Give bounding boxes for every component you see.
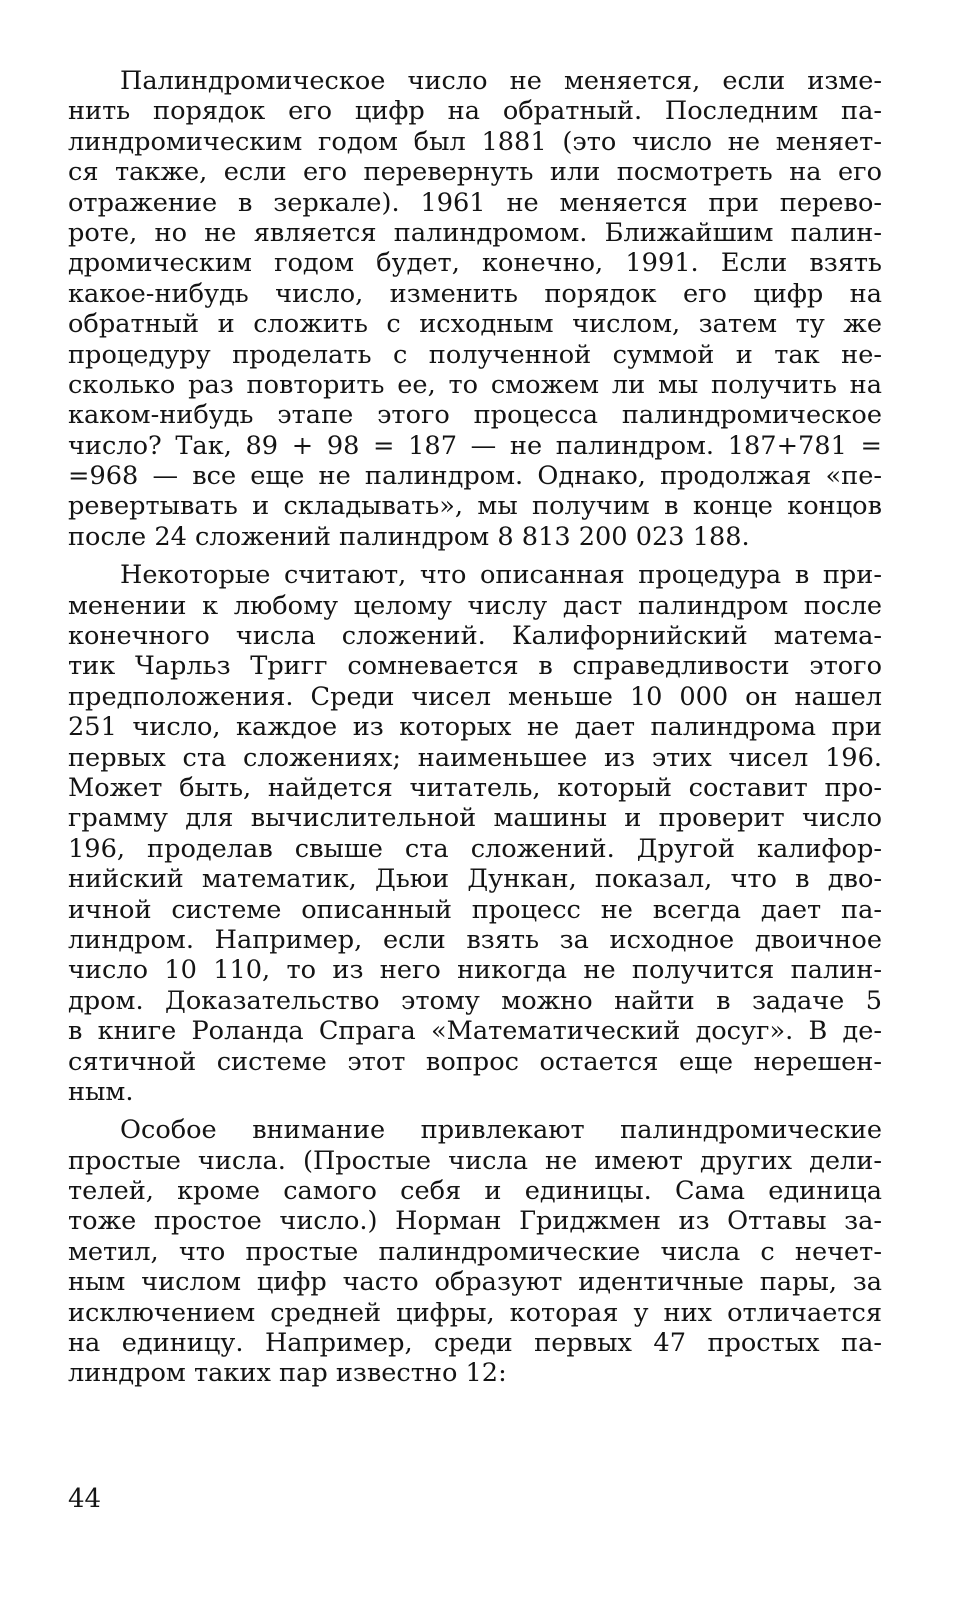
- text-line: линдром. Например, если взять за исходное двоичное: [68, 924, 882, 955]
- text-line: каком-нибудь этапе этого процесса палиндромическое: [68, 400, 882, 431]
- text-line: предположения. Среди чисел меньше 10 000 он нашел: [68, 681, 882, 712]
- text-line: процедуру проделать с полученной суммой и так не-: [68, 339, 882, 370]
- paragraph-gap: [68, 1107, 882, 1115]
- text-line: исключением средней цифры, которая у них отличается: [68, 1297, 882, 1328]
- text-line: конечного числа сложений. Калифорнийский матема-: [68, 621, 882, 652]
- text-line: роте, но не является палиндромом. Ближайшим палин-: [68, 217, 882, 248]
- text-line: грамму для вычислительной машины и проверит число: [68, 803, 882, 834]
- text-line: в книге Роланда Спрага «Математический досуг». В де-: [68, 1016, 882, 1047]
- text-line: нить порядок его цифр на обратный. Последним па-: [68, 96, 882, 127]
- text-line: дром. Доказательство этому можно найти в задаче 5: [68, 985, 882, 1016]
- text-line: 251 число, каждое из которых не дает палиндрома при: [68, 712, 882, 743]
- text-line: тик Чарльз Тригг сомневается в справедливости этого: [68, 651, 882, 682]
- text-line: ным.: [68, 1076, 134, 1107]
- page-body: [68, 66, 882, 1389]
- text-line: простые числа. (Простые числа не имеют других дели-: [68, 1145, 882, 1176]
- text-line: ичной системе описанный процесс не всегда дает па-: [68, 894, 882, 925]
- text-line: 196, проделав свыше ста сложений. Другой калифор-: [68, 833, 882, 864]
- text-line: ся также, если его перевернуть или посмотреть на его: [68, 157, 882, 188]
- text-line: после 24 сложений палиндром 8 813 200 023 188.: [68, 521, 750, 552]
- text-line: сятичной системе этот вопрос остается еще нерешен-: [68, 1046, 882, 1077]
- text-line: Может быть, найдется читатель, который составит про-: [68, 772, 882, 803]
- text-line: ным числом цифр часто образуют идентичные пары, за: [68, 1267, 882, 1298]
- paragraph-2: [68, 560, 882, 1107]
- text-line: отражение в зеркале). 1961 не меняется при перево-: [68, 187, 882, 218]
- text-line: число 10 110, то из него никогда не получится палин-: [68, 955, 882, 986]
- text-line: метил, что простые палиндромические числа с нечет-: [68, 1236, 882, 1267]
- paragraph-1: [68, 66, 882, 552]
- paragraph-gap: [68, 552, 882, 560]
- text-line: какое-нибудь число, изменить порядок его цифр на: [68, 278, 882, 309]
- text-line: число? Так, 89 + 98 = 187 — не палиндром. 187+781 =: [68, 430, 882, 461]
- text-line: первых ста сложениях; наименьшее из этих чисел 196.: [68, 742, 882, 773]
- text-line: линдром таких пар известно 12:: [68, 1358, 507, 1389]
- text-line: линдромическим годом был 1881 (это число не меняет-: [68, 126, 882, 157]
- text-line: Палиндромическое число не меняется, если изме-: [120, 66, 882, 96]
- text-line: на единицу. Например, среди первых 47 простых па-: [68, 1328, 882, 1359]
- text-line: Особое внимание привлекают палиндромические: [120, 1115, 882, 1146]
- text-line: менении к любому целому числу даст палиндром после: [68, 590, 882, 621]
- text-line: обратный и сложить с исходным числом, затем ту же: [68, 309, 882, 340]
- text-line: сколько раз повторить ее, то сможем ли мы получить на: [68, 369, 882, 400]
- text-line: телей, кроме самого себя и единицы. Сама единица: [68, 1176, 882, 1207]
- paragraph-3: [68, 1115, 882, 1389]
- page-number: 44: [68, 1484, 102, 1514]
- text-line: Некоторые считают, что описанная процедура в при-: [120, 560, 882, 591]
- text-line: дромическим годом будет, конечно, 1991. Если взять: [68, 248, 882, 279]
- text-line: =968 — все еще не палиндром. Однако, продолжая «пе-: [68, 461, 882, 492]
- text-line: ревертывать и складывать», мы получим в конце концов: [68, 491, 882, 522]
- text-line: нийский математик, Дьюи Дункан, показал, что в дво-: [68, 864, 882, 895]
- text-line: тоже простое число.) Норман Гриджмен из Оттавы за-: [68, 1206, 882, 1237]
